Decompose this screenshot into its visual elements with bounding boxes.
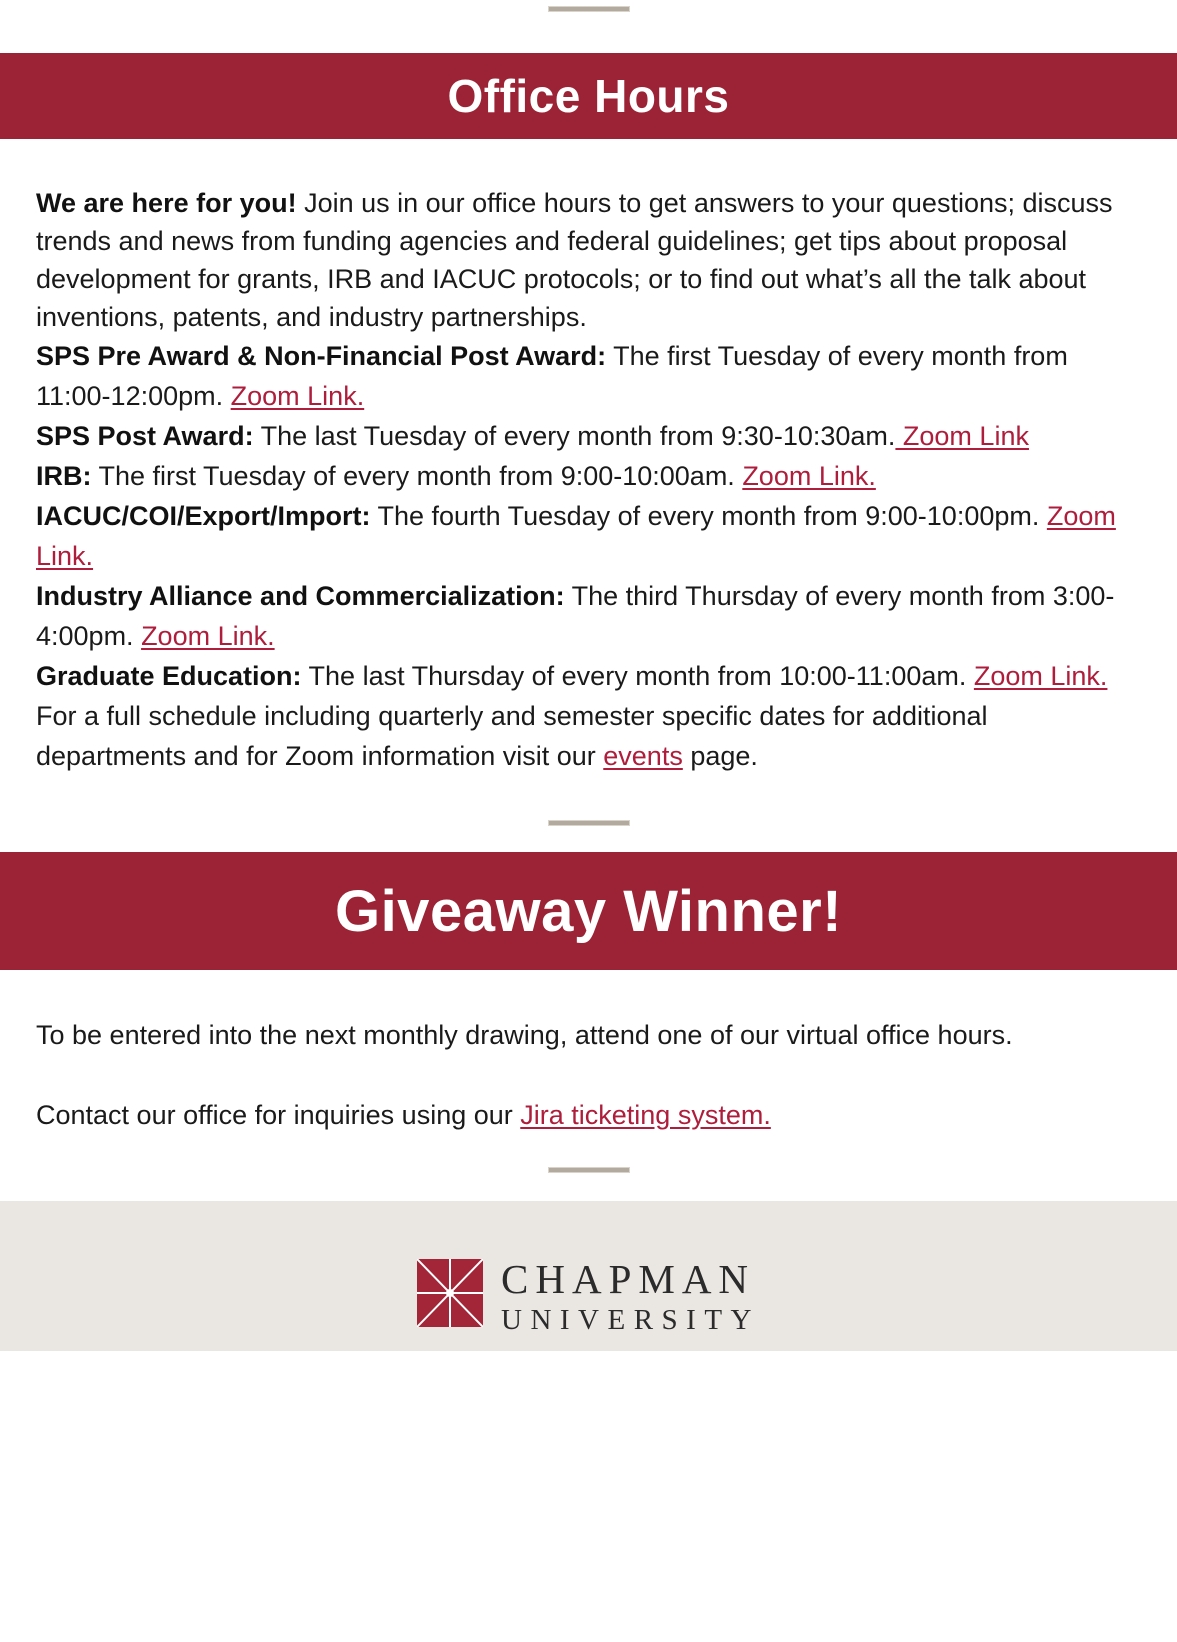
intro-lead-bold: We are here for you! [36,188,297,218]
office-hours-item-sps-post-award [36,416,1141,456]
full-schedule-note [36,696,1141,776]
intro-body-text: Join us in our office hours to get answers to your questions; discuss trends and news from funding agencies and federal guidelines; get tips about proposal development for grants, IRB and IACUC protocols; or to find out what’s all the talk about inventions, patents, and industry partnerships. [36,188,1113,332]
brand-subname: UNIVERSITY [501,1304,760,1336]
zoom-link[interactable]: Zoom Link. [230,381,365,411]
item-text: The last Tuesday of every month from 9:30-10:30am. [253,421,896,451]
contact-text: Contact our office for inquiries using our [36,1100,521,1130]
item-label: Graduate Education: [36,661,302,691]
item-text: The fourth Tuesday of every month from 9:00-10:00pm. [370,501,1047,531]
item-label: SPS Post Award: [36,421,254,451]
item-label: SPS Pre Award & Non-Financial Post Award: [36,341,607,371]
zoom-link[interactable]: Zoom Link. [141,621,275,651]
office-hours-item-graduate-education [36,656,1141,696]
giveaway-entry-text: To be entered into the next monthly drawing, attend one of our virtual office hours. [36,1020,1013,1050]
item-label: Industry Alliance and Commercialization: [36,581,565,611]
note-text-before: For a full schedule including quarterly and semester specific dates for additional departments and for Zoom information visit our [36,701,988,771]
giveaway-section [0,970,1177,1135]
office-hours-item-irb [36,456,1141,496]
jira-ticketing-link[interactable]: Jira ticketing system. [520,1100,771,1130]
note-text-after: page. [682,741,758,771]
giveaway-banner [0,852,1177,970]
top-divider [548,6,630,12]
intro-paragraph [36,184,1141,336]
item-text: The first Tuesday of every month from 9:00-10:00am. [91,461,743,491]
zoom-link[interactable]: Zoom Link. [36,501,1116,571]
item-label: IACUC/COI/Export/Import: [36,501,371,531]
footer [0,1201,1177,1351]
office-hours-title: Office Hours [447,70,730,122]
contact-paragraph [36,1095,1141,1135]
office-hours-section [0,139,1177,796]
brand-wordmark [501,1256,760,1336]
item-text: The last Thursday of every month from 10:00-11:00am. [301,661,974,691]
zoom-link[interactable]: Zoom Link [895,421,1029,451]
office-hours-item-industry-alliance [36,576,1141,656]
chapman-logo [0,1201,1177,1335]
item-text: The first Tuesday of every month from 11:00-12:00pm. [36,341,1068,411]
giveaway-title: Giveaway Winner! [334,878,843,944]
brand-name: CHAPMAN [501,1256,756,1302]
chapman-logo-mark-icon [417,1259,483,1327]
events-link[interactable]: events [603,741,683,771]
office-hours-item-sps-pre-award [36,336,1141,416]
footer-divider [548,1167,630,1173]
section-divider [548,820,630,826]
zoom-link[interactable]: Zoom Link. [742,461,876,491]
office-hours-item-iacuc [36,496,1141,576]
office-hours-banner [0,53,1177,139]
item-text: The third Thursday of every month from 3:00-4:00pm. [36,581,1115,651]
item-label: IRB: [36,461,92,491]
zoom-link[interactable]: Zoom Link. [973,661,1108,691]
